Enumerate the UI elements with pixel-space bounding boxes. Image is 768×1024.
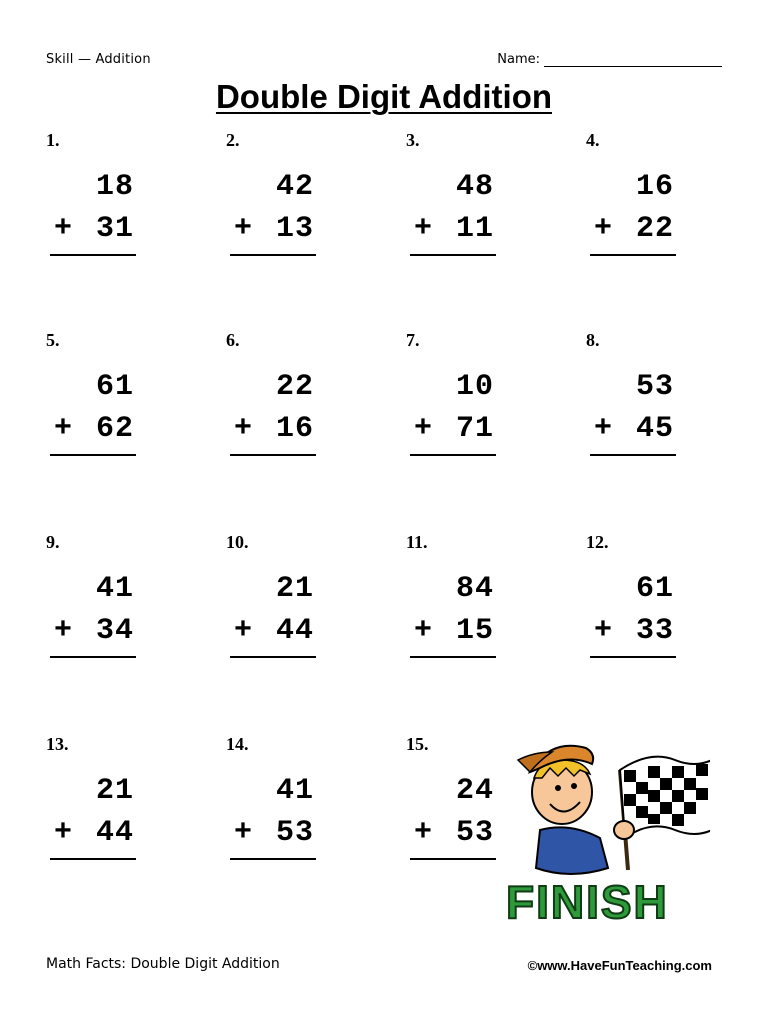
addend-top: 48 [455,170,494,204]
plus-sign: + [414,212,433,246]
answer-line[interactable] [590,254,676,256]
plus-sign: + [414,816,433,850]
page-title: Double Digit Addition [215,78,553,115]
addend-bottom: 62 [95,412,134,446]
addend-top: 22 [275,370,314,404]
problem-number: 14. [226,734,249,754]
problem-14 [226,734,346,884]
addend-bottom: 22 [635,212,674,246]
problem-8 [586,330,706,480]
finish-illustration [500,730,710,930]
plus-sign: + [594,614,613,648]
problem-number: 7. [406,330,420,350]
problem-number: 8. [586,330,600,350]
footer-website[interactable]: ©www.HaveFunTeaching.com [527,958,712,973]
boy-with-cap-icon [518,746,634,874]
addend-top: 24 [455,774,494,808]
problem-5 [46,330,166,480]
addend-bottom: 33 [635,614,674,648]
problem-number: 3. [406,130,420,150]
answer-line[interactable] [50,656,136,658]
answer-line[interactable] [50,858,136,860]
addend-bottom: 53 [455,816,494,850]
problem-number: 12. [586,532,609,552]
plus-sign: + [594,212,613,246]
problem-number: 2. [226,130,240,150]
answer-line[interactable] [230,454,316,456]
plus-sign: + [414,614,433,648]
addend-bottom: 13 [275,212,314,246]
answer-line[interactable] [230,858,316,860]
problem-number: 4. [586,130,600,150]
problem-11 [406,532,526,682]
plus-sign: + [54,614,73,648]
problem-13 [46,734,166,884]
problem-number: 6. [226,330,240,350]
worksheet-header [46,52,722,72]
page-title-wrap [0,78,768,116]
problem-2 [226,130,346,280]
finish-text: FINISH [506,876,669,928]
addend-top: 41 [95,572,134,606]
name-blank-line[interactable] [544,54,722,67]
problem-number: 13. [46,734,69,754]
footer-left-text: Math Facts: Double Digit Addition [46,956,280,972]
plus-sign: + [594,412,613,446]
addend-bottom: 15 [455,614,494,648]
answer-line[interactable] [50,454,136,456]
addend-bottom: 31 [95,212,134,246]
answer-line[interactable] [590,656,676,658]
addend-bottom: 71 [455,412,494,446]
problem-3 [406,130,526,280]
addend-bottom: 53 [275,816,314,850]
addend-top: 21 [275,572,314,606]
addend-top: 16 [635,170,674,204]
problem-number: 9. [46,532,60,552]
addend-bottom: 11 [455,212,494,246]
problem-number: 15. [406,734,429,754]
plus-sign: + [234,816,253,850]
addend-bottom: 16 [275,412,314,446]
addend-bottom: 44 [95,816,134,850]
answer-line[interactable] [230,656,316,658]
plus-sign: + [54,816,73,850]
addend-top: 61 [95,370,134,404]
addend-top: 21 [95,774,134,808]
answer-line[interactable] [410,656,496,658]
problem-12 [586,532,706,682]
plus-sign: + [414,412,433,446]
plus-sign: + [234,614,253,648]
plus-sign: + [234,412,253,446]
problem-6 [226,330,346,480]
addend-bottom: 34 [95,614,134,648]
plus-sign: + [54,212,73,246]
problem-number: 11. [406,532,428,552]
problem-number: 1. [46,130,60,150]
problem-1 [46,130,166,280]
problem-10 [226,532,346,682]
plus-sign: + [54,412,73,446]
addend-top: 18 [95,170,134,204]
addend-bottom: 44 [275,614,314,648]
addend-top: 41 [275,774,314,808]
addend-bottom: 45 [635,412,674,446]
problem-number: 10. [226,532,249,552]
name-field[interactable] [497,52,722,67]
skill-label: Skill — Addition [46,52,151,67]
addend-top: 10 [455,370,494,404]
answer-line[interactable] [410,858,496,860]
answer-line[interactable] [50,254,136,256]
problem-number: 5. [46,330,60,350]
name-label: Name: [497,52,540,67]
answer-line[interactable] [410,254,496,256]
answer-line[interactable] [590,454,676,456]
problem-9 [46,532,166,682]
addend-top: 42 [275,170,314,204]
problem-4 [586,130,706,280]
plus-sign: + [234,212,253,246]
addend-top: 53 [635,370,674,404]
addend-top: 84 [455,572,494,606]
answer-line[interactable] [410,454,496,456]
answer-line[interactable] [230,254,316,256]
problem-7 [406,330,526,480]
addend-top: 61 [635,572,674,606]
